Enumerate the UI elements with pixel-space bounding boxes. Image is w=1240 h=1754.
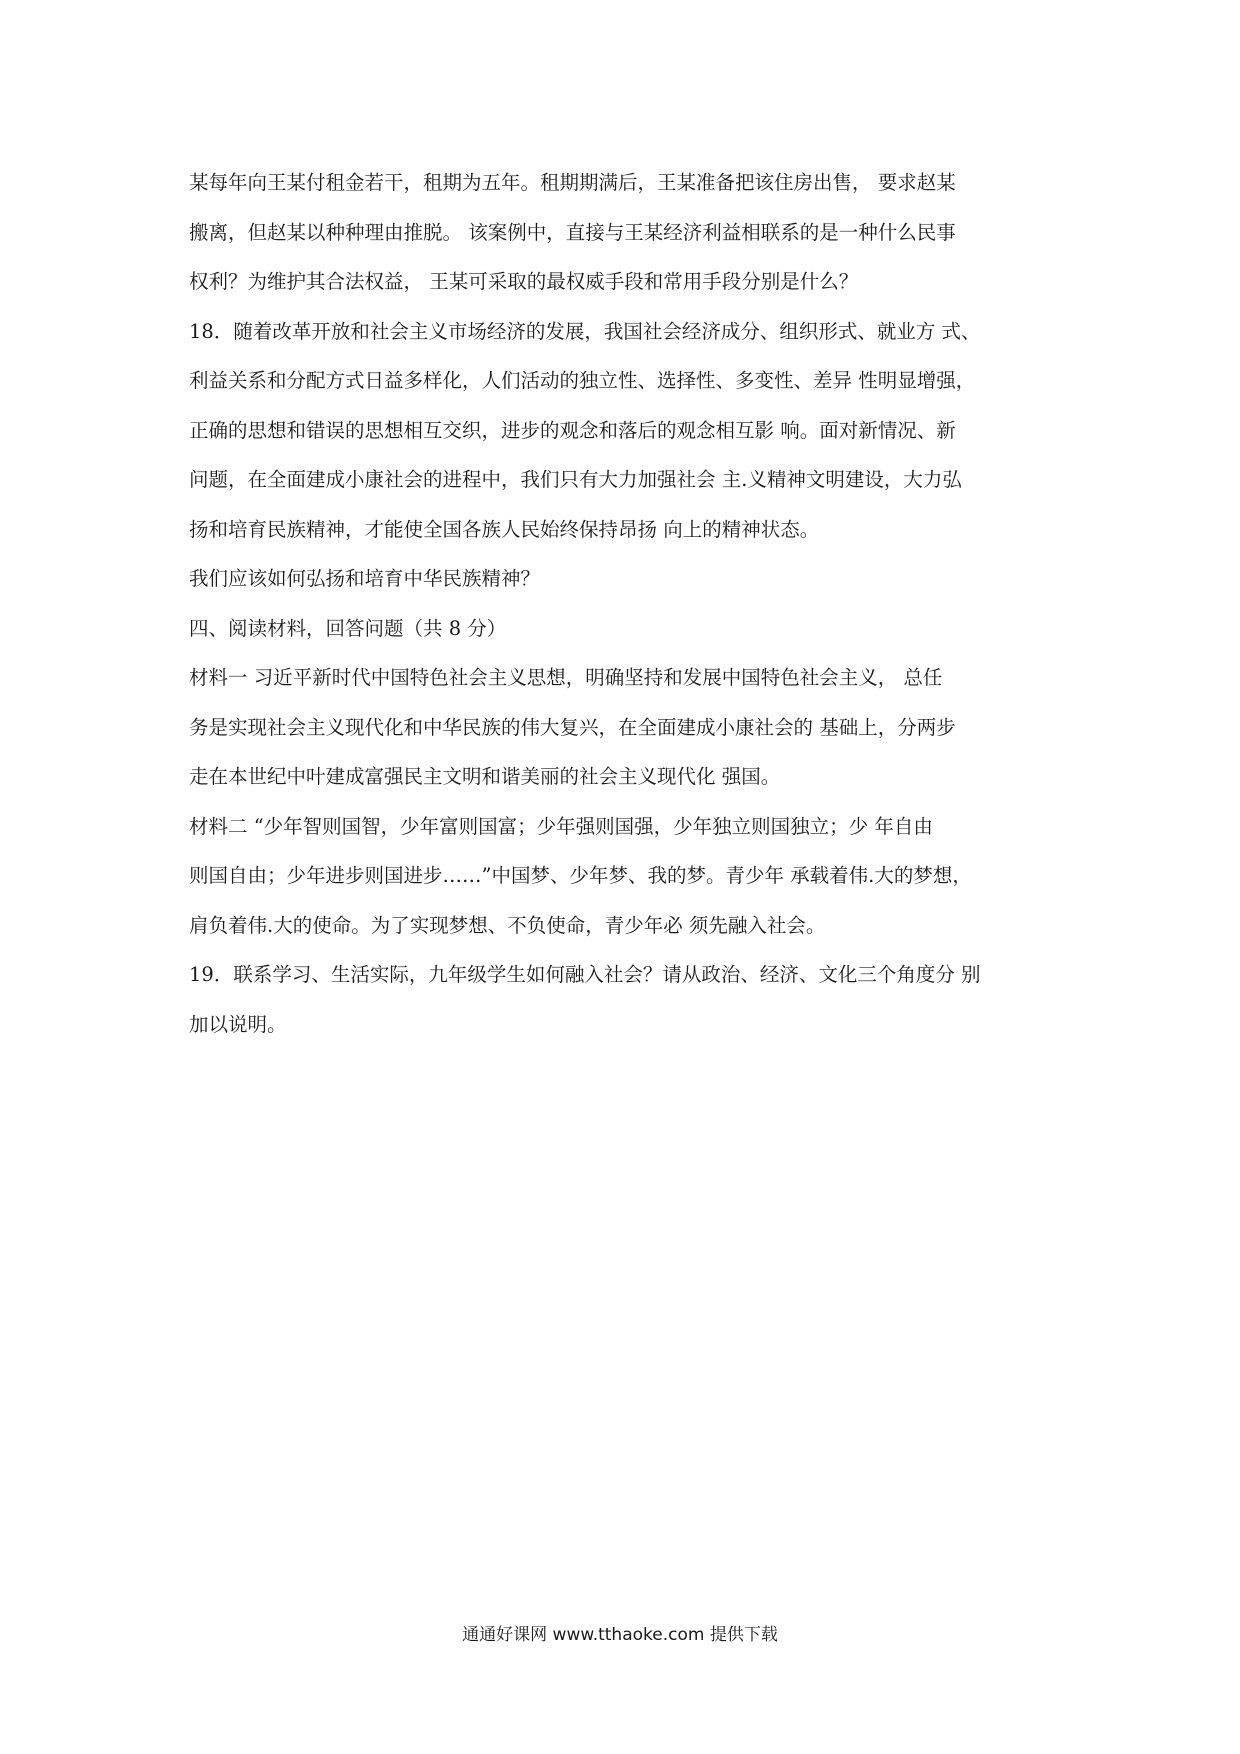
document-body bbox=[189, 158, 1059, 1049]
question-18-line: 18．随着改革开放和社会主义市场经济的发展，我国社会经济成分、组织形式、就业方 式、 bbox=[189, 319, 981, 343]
text-line: 搬离，但赵某以种种理由推脱。 该案例中，直接与王某经济利益相联系的是一种什么民事 bbox=[189, 220, 956, 244]
material-one-line: 材料一 习近平新时代中国特色社会主义思想，明确坚持和发展中国特色社会主义， 总任 bbox=[189, 666, 943, 689]
text-line: 某每年向王某付租金若干，租期为五年。租期期满后，王某准备把该住房出售， 要求赵某 bbox=[189, 171, 956, 194]
text-line: 正确的思想和错误的思想相互交织，进步的观念和落后的观念相互影 响。面对新情况、新 bbox=[189, 418, 956, 442]
material-two-line: 材料二 “少年智则国智，少年富则国富；少年强则国强，少年独立则国独立；少 年自由 bbox=[189, 814, 933, 838]
text-line: 权利？为维护其合法权益， 王某可采取的最权威手段和常用手段分别是什么？ bbox=[189, 270, 859, 293]
section-heading: 四、阅读材料，回答问题（共 8 分） bbox=[189, 616, 507, 640]
text-line: 肩负着伟.大的使命。为了实现梦想、不负使命，青少年必 须先融入社会。 bbox=[189, 913, 826, 937]
text-line: 扬和培育民族精神，才能使全国各族人民始终保持昂扬 向上的精神状态。 bbox=[189, 517, 820, 541]
text-line: 加以说明。 bbox=[189, 1012, 287, 1036]
text-line: 利益关系和分配方式日益多样化，人们活动的独立性、选择性、多变性、差异 性明显增强， bbox=[189, 369, 976, 392]
question-19-line: 19．联系学习、生活实际，九年级学生如何融入社会？请从政治、经济、文化三个角度分 别 bbox=[189, 963, 981, 986]
text-line: 则国自由；少年进步则国进步……”中国梦、少年梦、我的梦。青少年 承载着伟.大的梦想， bbox=[189, 864, 972, 887]
question-prompt: 我们应该如何弘扬和培育中华民族精神？ bbox=[189, 567, 541, 590]
text-line: 走在本世纪中叶建成富强民主文明和谐美丽的社会主义现代化 强国。 bbox=[189, 765, 781, 788]
text-line: 问题，在全面建成小康社会的进程中，我们只有大力加强社会 主.义精神文明建设，大力弘 bbox=[189, 468, 962, 491]
footer-credit: 通通好课网 www.tthaoke.com 提供下载 bbox=[462, 1625, 778, 1645]
text-line: 务是实现社会主义现代化和中华民族的伟大复兴，在全面建成小康社会的 基础上，分两步 bbox=[189, 715, 956, 739]
